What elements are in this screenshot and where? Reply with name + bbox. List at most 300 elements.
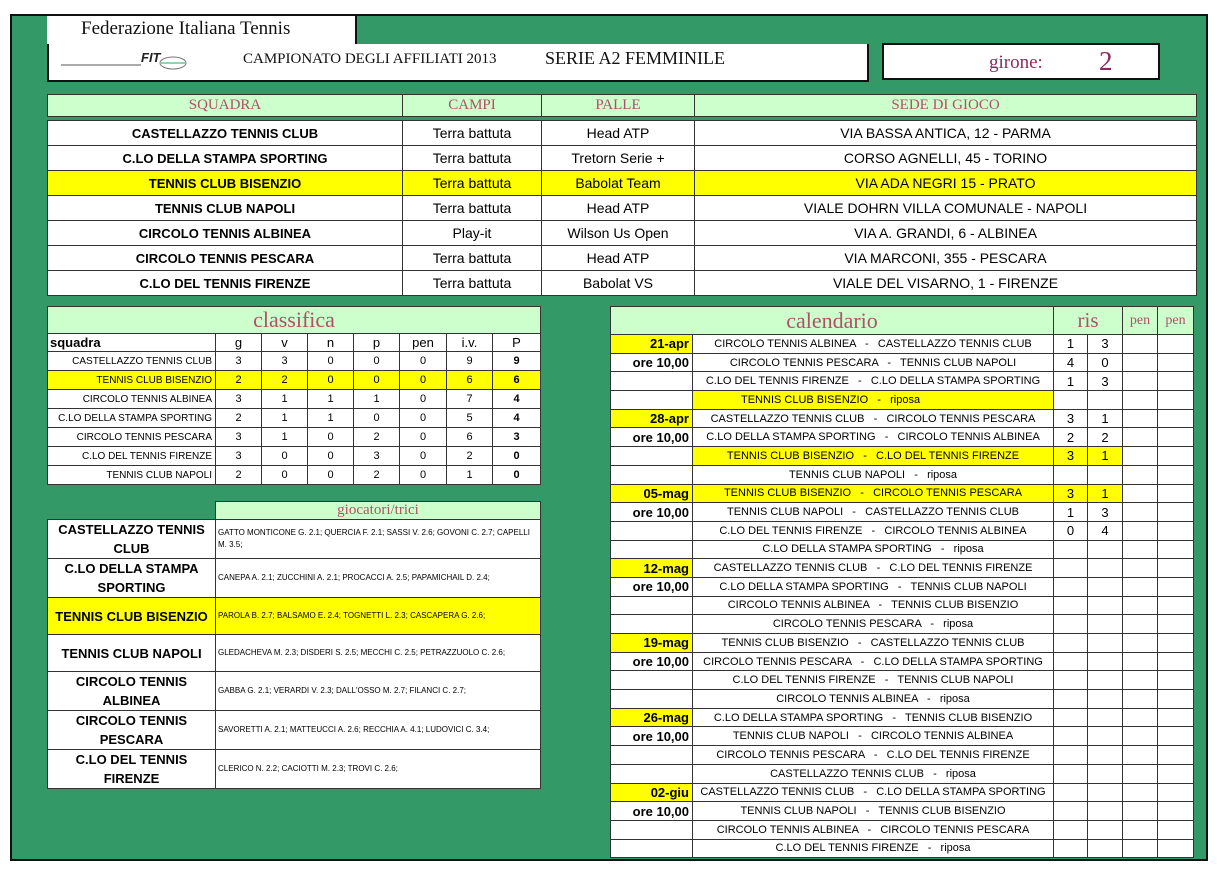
standings-cell: 3 (216, 390, 262, 409)
calendar-row (611, 391, 1194, 410)
standings-team: TENNIS CLUB NAPOLI (48, 466, 216, 485)
players-row (48, 520, 541, 559)
score-away: 1 (1088, 409, 1123, 428)
players-list: CANEPA A. 2.1; ZUCCHINI A. 2.1; PROCACCI A. 2.5; PAPAMICHAIL D. 2.4; (216, 559, 541, 598)
players-list: GLEDACHEVA M. 2.3; DISDERI S. 2.5; MECCHI C. 2.5; PETRAZZUOLO C. 2.6; (216, 635, 541, 672)
team-venue: VIA BASSA ANTICA, 12 - PARMA (695, 121, 1197, 146)
calendar-row (611, 764, 1194, 783)
score-home: 1 (1054, 372, 1088, 391)
standings-cell: 0 (308, 352, 354, 371)
pen-cell (1123, 577, 1158, 596)
match-teams: CIRCOLO TENNIS ALBINEA - CASTELLAZZO TENNIS CLUB (693, 335, 1054, 354)
federation-name: Federazione Italiana Tennis (81, 18, 291, 39)
standings-col-header: v (262, 334, 308, 352)
pen-cell (1158, 839, 1194, 858)
pen-cell (1123, 484, 1158, 503)
pen-cell (1158, 521, 1194, 540)
team-name: TENNIS CLUB BISENZIO (48, 171, 403, 196)
standings-row (48, 466, 541, 485)
standings-cell: 0 (400, 371, 447, 390)
pen-cell (1158, 335, 1194, 354)
match-date (611, 465, 693, 484)
match-teams: TENNIS CLUB BISENZIO - C.LO DEL TENNIS FIRENZE (693, 447, 1054, 466)
match-date (611, 839, 693, 858)
players-team: CIRCOLO TENNIS PESCARA (48, 711, 216, 750)
match-date: 26-mag (611, 708, 693, 727)
team-name: TENNIS CLUB NAPOLI (48, 196, 403, 221)
calendar-row (611, 335, 1194, 354)
score-home (1054, 802, 1088, 821)
standings-row (48, 371, 541, 390)
calendar-row (611, 746, 1194, 765)
pen-cell (1158, 447, 1194, 466)
col-sede: SEDE DI GIOCO (695, 95, 1197, 117)
match-teams: C.LO DEL TENNIS FIRENZE - TENNIS CLUB NAPOLI (693, 671, 1054, 690)
score-away (1088, 708, 1123, 727)
score-home (1054, 465, 1088, 484)
score-home (1054, 746, 1088, 765)
match-date: 19-mag (611, 634, 693, 653)
players-table (47, 501, 541, 789)
fit-logo-text: FIT (141, 50, 161, 65)
players-row (48, 598, 541, 635)
standings-cell: 0 (493, 466, 541, 485)
pen-cell (1123, 652, 1158, 671)
standings-cell: 7 (447, 390, 493, 409)
score-away (1088, 764, 1123, 783)
spreadsheet-sheet (10, 14, 1208, 861)
players-list: GABBA G. 2.1; VERARDI V. 2.3; DALL'OSSO M. 2.7; FILANCI C. 2.7; (216, 672, 541, 711)
standings-col-header: p (354, 334, 400, 352)
score-home: 3 (1054, 409, 1088, 428)
pen-cell (1123, 690, 1158, 709)
score-home (1054, 540, 1088, 559)
match-date: 21-apr (611, 335, 693, 354)
pen-cell (1123, 559, 1158, 578)
team-courts: Terra battuta (403, 146, 542, 171)
score-away: 3 (1088, 372, 1123, 391)
team-courts: Terra battuta (403, 271, 542, 296)
score-home (1054, 652, 1088, 671)
score-away (1088, 839, 1123, 858)
team-venue: VIALE DOHRN VILLA COMUNALE - NAPOLI (695, 196, 1197, 221)
standings-cell: 0 (262, 466, 308, 485)
score-away (1088, 783, 1123, 802)
match-teams: C.LO DELLA STAMPA SPORTING - TENNIS CLUB NAPOLI (693, 577, 1054, 596)
score-away: 0 (1088, 353, 1123, 372)
pen-cell (1158, 764, 1194, 783)
federation-tab (47, 16, 357, 44)
standings-title-row (48, 307, 541, 334)
team-name: C.LO DELLA STAMPA SPORTING (48, 146, 403, 171)
standings-cell: 0 (354, 371, 400, 390)
match-date (611, 746, 693, 765)
team-courts: Play-it (403, 221, 542, 246)
pen-cell (1158, 634, 1194, 653)
standings-cell: 2 (354, 428, 400, 447)
match-teams: TENNIS CLUB NAPOLI - CASTELLAZZO TENNIS CLUB (693, 503, 1054, 522)
match-teams: C.LO DELLA STAMPA SPORTING - CIRCOLO TENNIS ALBINEA (693, 428, 1054, 447)
pen-cell (1123, 596, 1158, 615)
match-date (611, 447, 693, 466)
standings-cell: 1 (262, 428, 308, 447)
match-teams: CIRCOLO TENNIS PESCARA - riposa (693, 615, 1054, 634)
standings-team: C.LO DEL TENNIS FIRENZE (48, 447, 216, 466)
match-teams: CIRCOLO TENNIS PESCARA - C.LO DELLA STAMPA SPORTING (693, 652, 1054, 671)
team-balls: Babolat VS (542, 271, 695, 296)
pen-cell (1123, 708, 1158, 727)
pen-cell (1123, 764, 1158, 783)
score-away: 3 (1088, 503, 1123, 522)
team-name: CIRCOLO TENNIS PESCARA (48, 246, 403, 271)
pen-cell (1123, 465, 1158, 484)
fit-logo (57, 48, 187, 74)
standings-cell: 2 (447, 447, 493, 466)
pen-header-2: pen (1158, 307, 1194, 335)
girone-value: 2 (1099, 46, 1113, 76)
calendar-row (611, 353, 1194, 372)
standings-cell: 2 (354, 466, 400, 485)
match-date: 05-mag (611, 484, 693, 503)
standings-row (48, 428, 541, 447)
score-away (1088, 746, 1123, 765)
score-away (1088, 615, 1123, 634)
standings-cell: 0 (308, 428, 354, 447)
pen-cell (1158, 559, 1194, 578)
calendar-row (611, 783, 1194, 802)
team-balls: Head ATP (542, 121, 695, 146)
pen-cell (1123, 783, 1158, 802)
match-date (611, 690, 693, 709)
team-balls: Wilson Us Open (542, 221, 695, 246)
calendar-row (611, 540, 1194, 559)
team-courts: Terra battuta (403, 196, 542, 221)
match-teams: TENNIS CLUB BISENZIO - CASTELLAZZO TENNIS CLUB (693, 634, 1054, 653)
col-squadra: SQUADRA (48, 95, 403, 117)
players-team: CASTELLAZZO TENNIS CLUB (48, 520, 216, 559)
standings-cell: 6 (447, 428, 493, 447)
team-row (48, 146, 1197, 171)
players-list: GATTO MONTICONE G. 2.1; QUERCIA F. 2.1; SASSI V. 2.6; GOVONI C. 2.7; CAPELLI M. 3.5; (216, 520, 541, 559)
match-teams: CASTELLAZZO TENNIS CLUB - riposa (693, 764, 1054, 783)
score-home (1054, 839, 1088, 858)
team-venue: VIA MARCONI, 355 - PESCARA (695, 246, 1197, 271)
pen-cell (1158, 540, 1194, 559)
standings-cell: 4 (493, 409, 541, 428)
calendar-row (611, 839, 1194, 858)
standings-team: TENNIS CLUB BISENZIO (48, 371, 216, 390)
match-date: ore 10,00 (611, 802, 693, 821)
teams-table (47, 120, 1197, 296)
match-teams: TENNIS CLUB BISENZIO - CIRCOLO TENNIS PESCARA (693, 484, 1054, 503)
calendar-row (611, 690, 1194, 709)
team-courts: Terra battuta (403, 246, 542, 271)
standings-team: CIRCOLO TENNIS PESCARA (48, 428, 216, 447)
pen-cell (1158, 409, 1194, 428)
team-balls: Babolat Team (542, 171, 695, 196)
standings-cell: 0 (262, 447, 308, 466)
calendar-row (611, 802, 1194, 821)
pen-cell (1158, 746, 1194, 765)
standings-cell: 0 (354, 352, 400, 371)
score-away (1088, 596, 1123, 615)
standings-cell: 9 (493, 352, 541, 371)
calendar-row (611, 708, 1194, 727)
standings-cell: 3 (262, 352, 308, 371)
match-date: ore 10,00 (611, 727, 693, 746)
pen-cell (1123, 447, 1158, 466)
standings-cell: 0 (400, 447, 447, 466)
players-team: TENNIS CLUB BISENZIO (48, 598, 216, 635)
match-date (611, 391, 693, 410)
pen-cell (1123, 503, 1158, 522)
match-date (611, 671, 693, 690)
score-away (1088, 802, 1123, 821)
score-home (1054, 764, 1088, 783)
players-list: SAVORETTI A. 2.1; MATTEUCCI A. 2.6; RECCHIA A. 4.1; LUDOVICI C. 3.4; (216, 711, 541, 750)
players-title: giocatori/trici (216, 502, 541, 520)
pen-cell (1123, 671, 1158, 690)
score-home: 4 (1054, 353, 1088, 372)
pen-cell (1158, 484, 1194, 503)
match-date (611, 372, 693, 391)
match-teams: C.LO DELLA STAMPA SPORTING - TENNIS CLUB BISENZIO (693, 708, 1054, 727)
score-away: 1 (1088, 447, 1123, 466)
col-campi: CAMPI (403, 95, 542, 117)
calendar-title: calendario (611, 307, 1054, 335)
standings-cell: 2 (216, 466, 262, 485)
girone-label: girone: (989, 52, 1043, 73)
score-away (1088, 391, 1123, 410)
standings-cell: 9 (447, 352, 493, 371)
pen-cell (1158, 671, 1194, 690)
score-home (1054, 690, 1088, 709)
standings-cell: 0 (308, 371, 354, 390)
match-teams: TENNIS CLUB BISENZIO - riposa (693, 391, 1054, 410)
standings-col-header: n (308, 334, 354, 352)
series-title: SERIE A2 FEMMINILE (545, 48, 725, 68)
team-balls: Head ATP (542, 196, 695, 221)
calendar-row (611, 372, 1194, 391)
standings-row (48, 390, 541, 409)
pen-header-1: pen (1123, 307, 1158, 335)
players-title-spacer (48, 502, 216, 520)
calendar-row (611, 652, 1194, 671)
calendar-row (611, 465, 1194, 484)
match-date (611, 820, 693, 839)
standings-row (48, 409, 541, 428)
calendar-row (611, 559, 1194, 578)
standings-cell: 5 (447, 409, 493, 428)
score-home: 2 (1054, 428, 1088, 447)
calendar-row (611, 596, 1194, 615)
standings-col-header: P (493, 334, 541, 352)
score-home (1054, 727, 1088, 746)
score-home: 3 (1054, 447, 1088, 466)
standings-col-header: i.v. (447, 334, 493, 352)
score-home (1054, 671, 1088, 690)
team-row (48, 271, 1197, 296)
standings-cell: 0 (400, 352, 447, 371)
pen-cell (1123, 615, 1158, 634)
score-away (1088, 577, 1123, 596)
match-date: 28-apr (611, 409, 693, 428)
pen-cell (1158, 391, 1194, 410)
pen-cell (1123, 521, 1158, 540)
score-away (1088, 652, 1123, 671)
pen-cell (1158, 802, 1194, 821)
championship-title: CAMPIONATO DEGLI AFFILIATI 2013 (243, 51, 497, 67)
team-name: CASTELLAZZO TENNIS CLUB (48, 121, 403, 146)
match-date: 12-mag (611, 559, 693, 578)
score-away (1088, 671, 1123, 690)
match-teams: CIRCOLO TENNIS ALBINEA - riposa (693, 690, 1054, 709)
players-row (48, 672, 541, 711)
standings-row (48, 447, 541, 466)
calendar-row (611, 671, 1194, 690)
match-date (611, 596, 693, 615)
team-venue: VIA A. GRANDI, 6 - ALBINEA (695, 221, 1197, 246)
standings-row (48, 352, 541, 371)
standings-cell: 0 (400, 390, 447, 409)
col-palle: PALLE (542, 95, 695, 117)
team-row (48, 196, 1197, 221)
calendar-row (611, 428, 1194, 447)
pen-cell (1123, 540, 1158, 559)
score-home: 1 (1054, 335, 1088, 354)
score-away (1088, 559, 1123, 578)
standings-cell: 0 (400, 409, 447, 428)
standings-title: classifica (48, 307, 541, 334)
calendar-row (611, 634, 1194, 653)
pen-cell (1123, 820, 1158, 839)
calendar-row (611, 577, 1194, 596)
calendar-row (611, 503, 1194, 522)
calendar-table (610, 306, 1194, 858)
pen-cell (1123, 335, 1158, 354)
pen-cell (1123, 802, 1158, 821)
pen-cell (1158, 596, 1194, 615)
pen-cell (1158, 615, 1194, 634)
pen-cell (1123, 727, 1158, 746)
match-teams: C.LO DEL TENNIS FIRENZE - CIRCOLO TENNIS ALBINEA (693, 521, 1054, 540)
standings-cell: 2 (262, 371, 308, 390)
teams-header (47, 94, 1197, 117)
team-courts: Terra battuta (403, 171, 542, 196)
standings-cell: 0 (400, 428, 447, 447)
score-home (1054, 559, 1088, 578)
calendar-row (611, 521, 1194, 540)
players-row (48, 559, 541, 598)
pen-cell (1158, 727, 1194, 746)
pen-cell (1123, 372, 1158, 391)
calendar-title-row (611, 307, 1194, 335)
pen-cell (1123, 839, 1158, 858)
match-date: ore 10,00 (611, 428, 693, 447)
team-row (48, 121, 1197, 146)
standings-team: C.LO DELLA STAMPA SPORTING (48, 409, 216, 428)
standings-cell: 6 (447, 371, 493, 390)
players-row (48, 711, 541, 750)
match-teams: CASTELLAZZO TENNIS CLUB - C.LO DELLA STAMPA SPORTING (693, 783, 1054, 802)
pen-cell (1158, 353, 1194, 372)
match-date: 02-giu (611, 783, 693, 802)
standings-cell: 0 (493, 447, 541, 466)
score-away: 2 (1088, 428, 1123, 447)
match-teams: CIRCOLO TENNIS PESCARA - C.LO DEL TENNIS FIRENZE (693, 746, 1054, 765)
score-away: 4 (1088, 521, 1123, 540)
calendar-row (611, 727, 1194, 746)
match-teams: C.LO DEL TENNIS FIRENZE - riposa (693, 839, 1054, 858)
players-row (48, 750, 541, 789)
score-away (1088, 820, 1123, 839)
team-row (48, 171, 1197, 196)
standings-cell: 0 (400, 466, 447, 485)
standings-col-header: pen (400, 334, 447, 352)
standings-cell: 2 (216, 409, 262, 428)
title-bar (47, 44, 869, 82)
standings-cell: 1 (262, 409, 308, 428)
match-teams: TENNIS CLUB NAPOLI - TENNIS CLUB BISENZIO (693, 802, 1054, 821)
standings-col-header: g (216, 334, 262, 352)
match-teams: C.LO DELLA STAMPA SPORTING - riposa (693, 540, 1054, 559)
pen-cell (1123, 428, 1158, 447)
standings-cell: 0 (308, 447, 354, 466)
score-home (1054, 391, 1088, 410)
pen-cell (1158, 503, 1194, 522)
standings-cell: 3 (493, 428, 541, 447)
score-home (1054, 615, 1088, 634)
pen-cell (1123, 353, 1158, 372)
standings-cell: 3 (216, 352, 262, 371)
match-date: ore 10,00 (611, 353, 693, 372)
match-date (611, 764, 693, 783)
standings-cell: 3 (216, 428, 262, 447)
players-list: PAROLA B. 2.7; BALSAMO E. 2.4; TOGNETTI L. 2.3; CASCAPERA G. 2.6; (216, 598, 541, 635)
score-home (1054, 783, 1088, 802)
standings-cell: 1 (308, 390, 354, 409)
score-away (1088, 634, 1123, 653)
pen-cell (1158, 783, 1194, 802)
standings-header-row (48, 334, 541, 352)
pen-cell (1123, 391, 1158, 410)
pen-cell (1158, 690, 1194, 709)
match-teams: TENNIS CLUB NAPOLI - CIRCOLO TENNIS ALBINEA (693, 727, 1054, 746)
pen-cell (1123, 409, 1158, 428)
standings-cell: 0 (308, 466, 354, 485)
team-balls: Tretorn Serie + (542, 146, 695, 171)
standings-cell: 1 (262, 390, 308, 409)
calendar-row (611, 820, 1194, 839)
team-row (48, 221, 1197, 246)
team-venue: CORSO AGNELLI, 45 - TORINO (695, 146, 1197, 171)
match-teams: CIRCOLO TENNIS ALBINEA - TENNIS CLUB BISENZIO (693, 596, 1054, 615)
standings-cell: 1 (447, 466, 493, 485)
score-away (1088, 727, 1123, 746)
score-away: 3 (1088, 335, 1123, 354)
pen-cell (1158, 577, 1194, 596)
match-teams: CIRCOLO TENNIS ALBINEA - CIRCOLO TENNIS PESCARA (693, 820, 1054, 839)
standings-cell: 2 (216, 371, 262, 390)
match-date (611, 615, 693, 634)
score-home (1054, 820, 1088, 839)
pen-cell (1158, 820, 1194, 839)
score-home (1054, 634, 1088, 653)
score-home: 0 (1054, 521, 1088, 540)
pen-cell (1158, 652, 1194, 671)
score-away: 1 (1088, 484, 1123, 503)
match-date (611, 521, 693, 540)
